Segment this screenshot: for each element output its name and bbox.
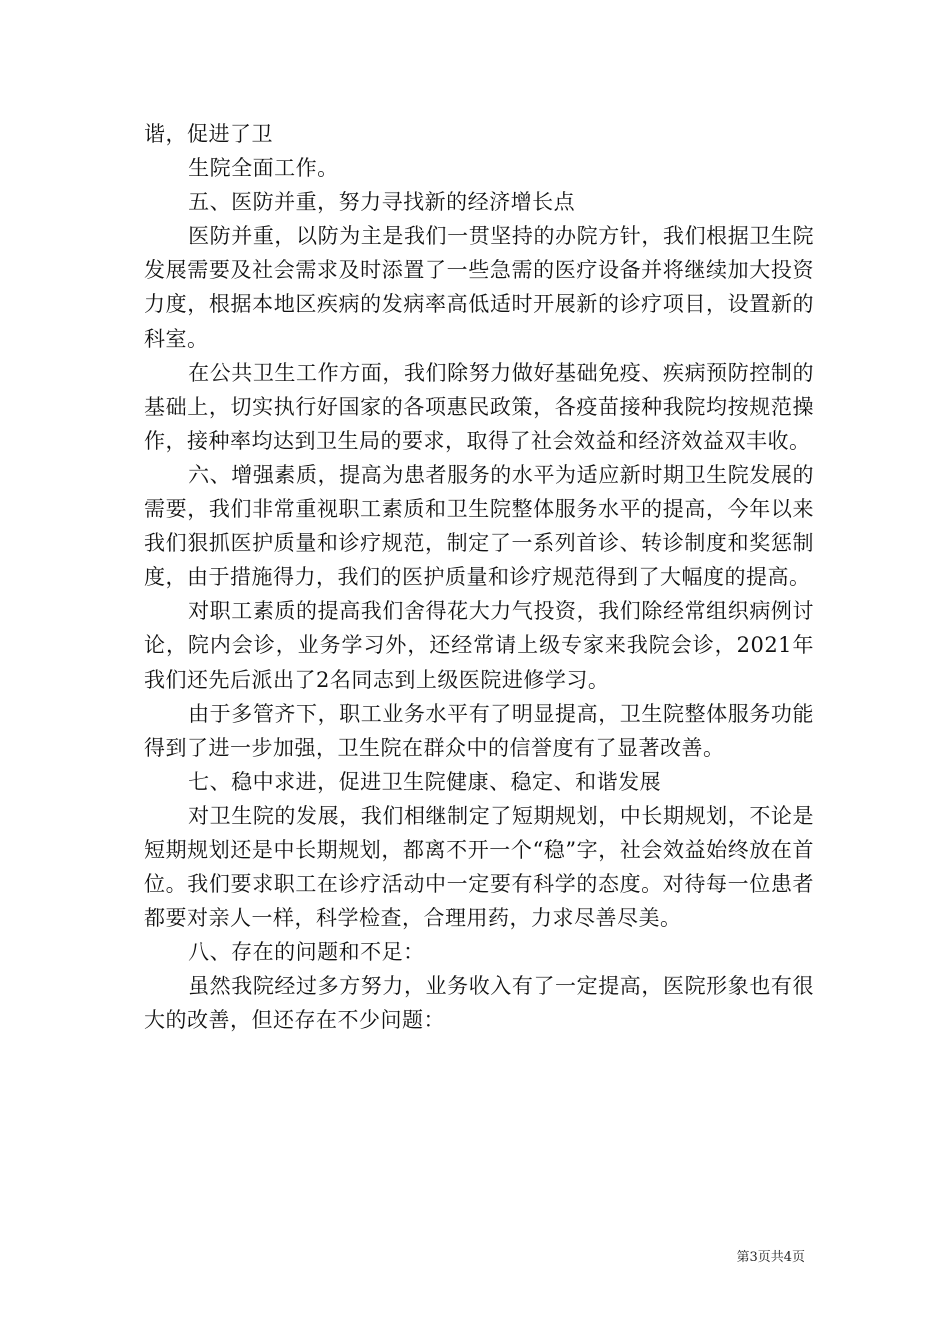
paragraph-1: 谐，促进了卫 [144,122,273,146]
section-heading-8: 八、存在的问题和不足： [188,940,425,965]
paragraph-2: 生院全面工作。 [188,156,339,181]
document-body [144,117,814,1038]
section-heading-5: 五、医防并重，努力寻找新的经济增长点 [188,190,576,215]
paragraph-4: 医防并重，以防为主是我们一贯坚持的办院方针，我们根据卫生院发展需要及社会需求及时添置了一些急需的医疗设备并将继续加大投资力度，根据本地区疾病的发病率高低适时开展新的诊疗项目，设置新的科室。 [144,224,814,351]
section-heading-7: 七、稳中求进，促进卫生院健康、稳定、和谐发展 [188,769,662,794]
paragraph-12: 虽然我院经过多方努力，业务收入有了一定提高，医院形象也有很大的改善，但还存在不少问题： [144,974,814,1033]
paragraph-8: 由于多管齐下，职工业务水平有了明显提高，卫生院整体服务功能得到了进一步加强，卫生院在群众中的信誉度有了显著改善。 [144,701,814,760]
paragraph-7: 对职工素质的提高我们舍得花大力气投资，我们除经常组织病例讨论，院内会诊，业务学习外，还经常请上级专家来我院会诊，2021年我们还先后派出了2名同志到上级医院进修学习。 [144,599,814,692]
paragraph-10: 对卫生院的发展，我们相继制定了短期规划，中长期规划，不论是短期规划还是中长期规划，都离不开一个“稳”字，社会效益始终放在首位。我们要求职工在诊疗活动中一定要有科学的态度。对待每一位患者都要对亲人一样，科学检查，合理用药，力求尽善尽美。 [144,803,814,931]
paragraph-5: 在公共卫生工作方面，我们除努力做好基础免疫、疾病预防控制的基础上，切实执行好国家的各项惠民政策，各疫苗接种我院均按规范操作，接种率均达到卫生局的要求，取得了社会效益和经济效益双丰收。 [144,360,814,453]
page-number-footer: 第3页共4页 [736,1250,805,1265]
paragraph-6: 六、增强素质，提高为患者服务的水平为适应新时期卫生院发展的需要，我们非常重视职工素质和卫生院整体服务水平的提高，今年以来我们狠抓医护质量和诊疗规范，制定了一系列首诊、转诊制度和奖惩制度，由于措施得力，我们的医护质量和诊疗规范得到了大幅度的提高。 [144,462,814,590]
